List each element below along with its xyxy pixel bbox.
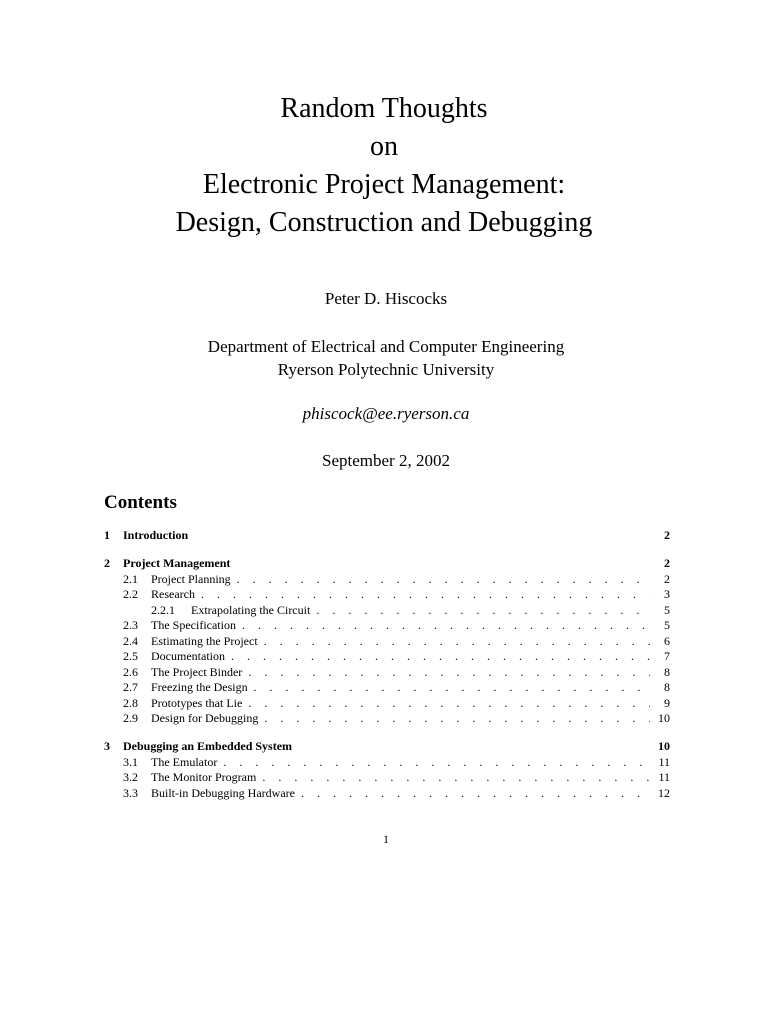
toc-page-number: 12 [658, 785, 670, 800]
department: Department of Electrical and Computer Engineering [207, 337, 565, 356]
toc-number: 2.5 [123, 649, 138, 663]
toc-leader-dots [254, 679, 650, 695]
toc-title: Project Management [123, 556, 231, 570]
toc-title: Estimating the Project [151, 633, 258, 648]
toc-page-number: 2 [664, 528, 670, 542]
toc-title: Debugging an Embedded System [123, 739, 293, 753]
title-line: Random Thoughts [280, 93, 488, 124]
toc-chapter[interactable] [104, 738, 670, 754]
toc-title: The Specification [151, 618, 236, 632]
document-date: September 2, 2002 [322, 451, 450, 470]
university: Ryerson Polytechnic University [277, 360, 495, 379]
toc-number: 2.2.1 [151, 602, 175, 617]
toc-page-number: 8 [664, 680, 670, 694]
title-line: Electronic Project Management: [202, 169, 566, 200]
toc-entry[interactable] [104, 785, 670, 801]
toc-leader-dots [248, 695, 650, 711]
toc-page-number: 10 [658, 739, 670, 753]
toc-number: 2.8 [123, 695, 138, 710]
toc-title: The Project Binder [151, 664, 243, 679]
toc-entry[interactable] [104, 602, 670, 618]
title-line: Design, Construction and Debugging [175, 207, 593, 238]
toc-leader-dots [262, 769, 650, 785]
toc-leader-dots [264, 710, 650, 726]
toc-number: 3.2 [123, 770, 138, 784]
toc-entry[interactable] [104, 679, 670, 695]
toc-page-number: 9 [664, 695, 670, 710]
toc-title: Prototypes that Lie [151, 695, 243, 710]
toc-number: 2.2 [123, 587, 138, 601]
toc-entry[interactable] [104, 710, 670, 726]
toc-leader-dots [264, 633, 650, 649]
toc-title: The Monitor Program [151, 770, 257, 784]
toc-page-number: 11 [658, 770, 670, 784]
toc-entry[interactable] [104, 754, 670, 770]
toc-title: Project Planning [151, 571, 231, 586]
toc-entry[interactable] [104, 769, 670, 785]
toc-entry[interactable] [104, 648, 670, 664]
toc-leader-dots [201, 586, 650, 602]
toc-entry[interactable] [104, 695, 670, 711]
author-email: phiscock@ee.ryerson.ca [302, 404, 470, 423]
toc-entry[interactable] [104, 571, 670, 587]
toc-entry[interactable] [104, 617, 670, 633]
toc-entry[interactable] [104, 633, 670, 649]
toc-number: 2.4 [123, 633, 138, 648]
toc-title: Built-in Debugging Hardware [151, 785, 295, 800]
affiliation [0, 335, 768, 381]
toc-page-number: 5 [664, 602, 670, 617]
toc-number: 3.3 [123, 785, 138, 800]
toc-number: 2 [104, 556, 110, 570]
page-number: 1 [383, 832, 389, 846]
contents-heading: Contents [104, 492, 177, 513]
toc-page-number: 11 [658, 754, 670, 769]
toc-number: 3.1 [123, 754, 138, 769]
toc-entry[interactable] [104, 664, 670, 680]
document-title [0, 90, 768, 242]
toc-leader-dots [242, 617, 650, 633]
toc-leader-dots [223, 754, 650, 770]
toc-page-number: 3 [664, 587, 670, 601]
toc-number: 2.3 [123, 618, 138, 632]
toc-number: 3 [104, 739, 110, 753]
toc-page-number: 6 [664, 633, 670, 648]
toc-leader-dots [248, 664, 650, 680]
toc-number: 2.1 [123, 571, 138, 586]
toc-chapter[interactable] [104, 555, 670, 571]
toc-title: Documentation [151, 649, 225, 663]
toc-number: 2.7 [123, 680, 138, 694]
toc-number: 2.6 [123, 664, 138, 679]
toc-page-number: 10 [658, 711, 670, 725]
author-name: Peter D. Hiscocks [324, 289, 448, 308]
toc-page-number: 8 [664, 664, 670, 679]
title-line: on [370, 131, 398, 162]
toc-page-number: 5 [664, 618, 670, 632]
toc-title: Extrapolating the Circuit [191, 602, 311, 617]
toc-leader-dots [316, 602, 650, 618]
toc-page-number: 2 [664, 571, 670, 586]
toc-title: The Emulator [151, 754, 218, 769]
toc-page-number: 7 [664, 649, 670, 663]
toc-title: Research [151, 587, 195, 601]
toc-title: Design for Debugging [151, 711, 259, 725]
toc-entry[interactable] [104, 586, 670, 602]
toc-title: Introduction [123, 528, 189, 542]
toc-number: 1 [104, 528, 110, 542]
toc-leader-dots [301, 785, 650, 801]
toc-chapter[interactable] [104, 527, 670, 543]
toc-number: 2.9 [123, 711, 138, 725]
toc-leader-dots [237, 571, 650, 587]
toc-leader-dots [231, 648, 650, 664]
toc-page-number: 2 [664, 556, 670, 570]
toc-title: Freezing the Design [151, 680, 248, 694]
